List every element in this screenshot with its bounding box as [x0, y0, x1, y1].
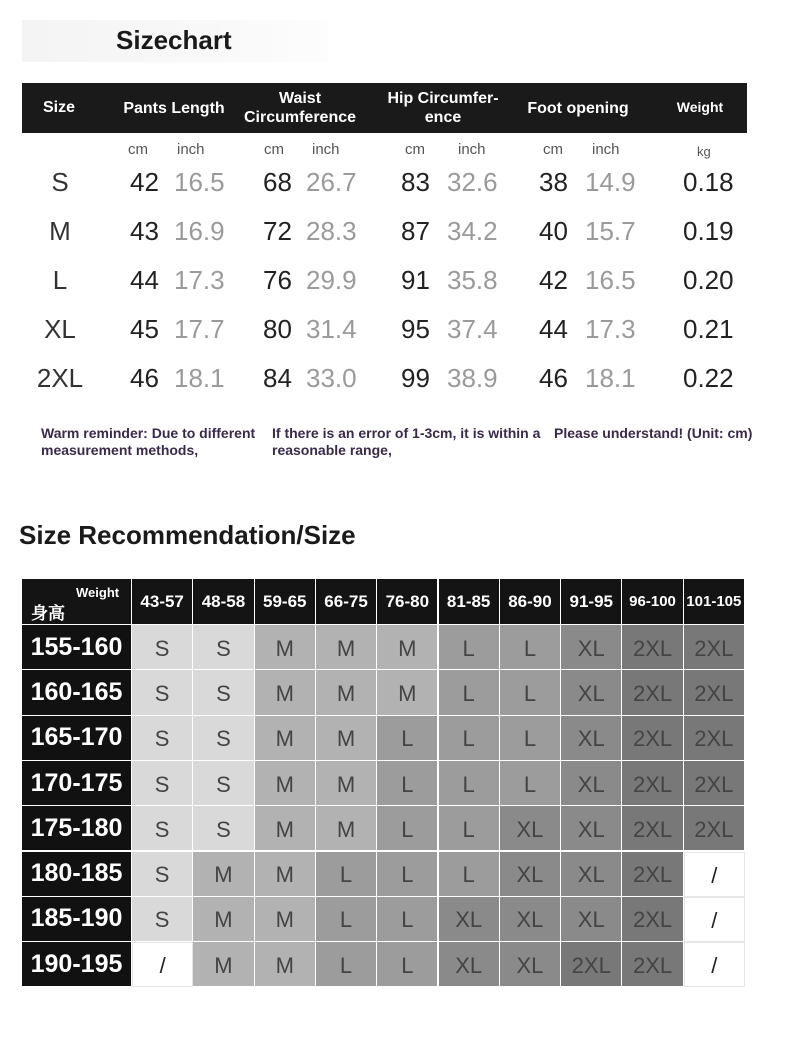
- foot-opening-cm-cell: 38: [539, 167, 568, 197]
- weight-header: 91-95: [561, 579, 622, 625]
- size-cell: XL: [44, 314, 76, 344]
- col-header-waist: Waist Circumference: [243, 90, 357, 126]
- size-recommendation-cell: S: [132, 670, 193, 715]
- foot-opening-cm-cell: 44: [539, 314, 568, 344]
- size-recommendation-cell: L: [439, 625, 500, 670]
- size-recommendation-cell: L: [316, 942, 377, 987]
- weight-header: 86-90: [500, 579, 561, 625]
- weight-header: 81-85: [439, 579, 500, 625]
- size-recommendation-cell: M: [193, 897, 254, 942]
- col-header-weight: Weight: [676, 99, 724, 115]
- note-reminder: Warm reminder: Due to different measurement methods,: [41, 425, 256, 458]
- weight-header: 76-80: [377, 579, 438, 625]
- height-row-label: 180-185: [22, 852, 132, 897]
- pants-length-cm-cell: 42: [130, 167, 159, 197]
- size-recommendation-cell: L: [377, 716, 438, 761]
- col-header-size: Size: [42, 99, 75, 116]
- pants-length-inch-cell: 16.9: [174, 216, 225, 246]
- size-recommendation-cell: M: [316, 670, 377, 715]
- foot-opening-cm-cell: 40: [539, 216, 568, 246]
- size-recommendation-cell: /: [132, 942, 193, 987]
- size-recommendation-cell: XL: [500, 852, 561, 897]
- waist-inch-cell: 31.4: [306, 314, 357, 344]
- size-recommendation-cell: L: [439, 852, 500, 897]
- pants-length-inch-cell: 16.5: [174, 167, 225, 197]
- size-recommendation-cell: 2XL: [622, 942, 683, 987]
- grid-corner-header: [22, 579, 132, 625]
- size-recommendation-cell: L: [500, 716, 561, 761]
- hip-cm-cell: 91: [401, 265, 430, 295]
- size-recommendation-cell: /: [684, 942, 745, 987]
- size-recommendation-cell: M: [255, 716, 316, 761]
- sizechart-header: [22, 83, 747, 133]
- pants-length-cm-cell: 46: [130, 363, 159, 393]
- hip-inch-cell: 38.9: [447, 363, 498, 393]
- size-recommendation-cell: S: [132, 897, 193, 942]
- size-recommendation-cell: L: [500, 625, 561, 670]
- height-row-label: 185-190: [22, 897, 132, 942]
- size-recommendation-cell: L: [377, 942, 438, 987]
- size-recommendation-cell: 2XL: [684, 670, 745, 715]
- unit-cm: cm: [264, 141, 284, 158]
- waist-inch-cell: 26.7: [306, 167, 357, 197]
- size-recommendation-cell: XL: [561, 670, 622, 715]
- weight-cell: 0.22: [683, 363, 734, 393]
- pants-length-cm-cell: 43: [130, 216, 159, 246]
- size-recommendation-cell: M: [316, 625, 377, 670]
- pants-length-inch-cell: 17.7: [174, 314, 225, 344]
- note-unit: Please understand! (Unit: cm): [554, 425, 753, 441]
- size-recommendation-cell: XL: [500, 806, 561, 851]
- size-recommendation-cell: 2XL: [622, 716, 683, 761]
- size-recommendation-cell: /: [684, 897, 745, 942]
- size-recommendation-cell: S: [132, 806, 193, 851]
- size-recommendation-cell: XL: [439, 897, 500, 942]
- size-recommendation-cell: L: [377, 761, 438, 806]
- size-recommendation-cell: L: [377, 852, 438, 897]
- pants-length-cm-cell: 45: [130, 314, 159, 344]
- size-recommendation-cell: L: [439, 806, 500, 851]
- hip-inch-cell: 35.8: [447, 265, 498, 295]
- sizechart-title-box: [22, 20, 328, 62]
- size-recommendation-cell: M: [316, 806, 377, 851]
- size-recommendation-cell: L: [377, 806, 438, 851]
- size-recommendation-cell: XL: [439, 942, 500, 987]
- size-recommendation-cell: S: [193, 806, 254, 851]
- size-recommendation-cell: S: [193, 670, 254, 715]
- size-recommendation-cell: M: [316, 761, 377, 806]
- hip-cm-cell: 99: [401, 363, 430, 393]
- size-recommendation-cell: M: [255, 670, 316, 715]
- hip-inch-cell: 34.2: [447, 216, 498, 246]
- hip-cm-cell: 83: [401, 167, 430, 197]
- size-recommendation-cell: 2XL: [622, 761, 683, 806]
- size-recommendation-cell: XL: [561, 625, 622, 670]
- height-row-label: 190-195: [22, 942, 132, 987]
- pants-length-inch-cell: 18.1: [174, 363, 225, 393]
- size-recommendation-cell: M: [193, 852, 254, 897]
- foot-opening-inch-cell: 16.5: [585, 265, 636, 295]
- size-recommendation-cell: 2XL: [622, 852, 683, 897]
- weight-header: 101-105: [684, 579, 745, 625]
- size-recommendation-cell: 2XL: [684, 761, 745, 806]
- size-recommendation-cell: S: [193, 716, 254, 761]
- hip-inch-cell: 37.4: [447, 314, 498, 344]
- corner-height-label: 身高: [31, 604, 65, 623]
- foot-opening-inch-cell: 18.1: [585, 363, 636, 393]
- waist-cm-cell: 72: [263, 216, 292, 246]
- size-recommendation-cell: M: [377, 670, 438, 715]
- size-recommendation-cell: S: [132, 625, 193, 670]
- size-recommendation-cell: XL: [561, 852, 622, 897]
- weight-cell: 0.18: [683, 167, 734, 197]
- waist-inch-cell: 33.0: [306, 363, 357, 393]
- foot-opening-inch-cell: 15.7: [585, 216, 636, 246]
- size-recommendation-cell: S: [193, 761, 254, 806]
- waist-cm-cell: 76: [263, 265, 292, 295]
- waist-cm-cell: 84: [263, 363, 292, 393]
- size-recommendation-cell: 2XL: [684, 716, 745, 761]
- size-recommendation-cell: L: [439, 670, 500, 715]
- size-cell: M: [49, 216, 71, 246]
- size-cell: 2XL: [36, 363, 84, 393]
- weight-header: 66-75: [316, 579, 377, 625]
- col-header-hip: Hip Circumfer- ence: [387, 90, 499, 126]
- unit-inch: inch: [458, 141, 486, 158]
- size-cell: S: [51, 167, 69, 197]
- size-recommendation-cell: XL: [500, 942, 561, 987]
- size-recommendation-cell: M: [255, 942, 316, 987]
- size-recommendation-cell: M: [377, 625, 438, 670]
- size-recommendation-cell: L: [500, 761, 561, 806]
- corner-weight-label: Weight: [76, 585, 120, 600]
- foot-opening-cm-cell: 46: [539, 363, 568, 393]
- height-row-label: 155-160: [22, 625, 132, 670]
- size-recommendation-cell: XL: [561, 806, 622, 851]
- pants-length-inch-cell: 17.3: [174, 265, 225, 295]
- hip-cm-cell: 87: [401, 216, 430, 246]
- size-recommendation-cell: /: [684, 852, 745, 897]
- page-title: Sizechart: [116, 25, 232, 55]
- weight-cell: 0.20: [683, 265, 734, 295]
- size-recommendation-cell: L: [439, 761, 500, 806]
- height-row-label: 165-170: [22, 716, 132, 761]
- size-recommendation-cell: S: [132, 761, 193, 806]
- waist-inch-cell: 29.9: [306, 265, 357, 295]
- size-recommendation-cell: 2XL: [622, 897, 683, 942]
- size-recommendation-cell: S: [193, 625, 254, 670]
- pants-length-cm-cell: 44: [130, 265, 159, 295]
- size-recommendation-cell: XL: [561, 897, 622, 942]
- size-cell: L: [52, 265, 68, 295]
- waist-cm-cell: 68: [263, 167, 292, 197]
- size-recommendation-cell: M: [255, 761, 316, 806]
- size-recommendation-cell: L: [439, 716, 500, 761]
- note-error-range: If there is an error of 1-3cm, it is within a reasonable range,: [272, 425, 541, 458]
- size-recommendation-cell: M: [193, 942, 254, 987]
- height-row-label: 175-180: [22, 806, 132, 851]
- size-recommendation-cell: M: [255, 897, 316, 942]
- size-recommendation-cell: 2XL: [684, 625, 745, 670]
- size-recommendation-cell: XL: [561, 716, 622, 761]
- size-recommendation-cell: XL: [500, 897, 561, 942]
- weight-cell: 0.19: [683, 216, 734, 246]
- height-row-label: 170-175: [22, 761, 132, 806]
- size-recommendation-cell: S: [132, 716, 193, 761]
- size-recommendation-cell: 2XL: [622, 806, 683, 851]
- foot-opening-cm-cell: 42: [539, 265, 568, 295]
- size-recommendation-cell: L: [377, 897, 438, 942]
- recommendation-title: Size Recommendation/Size: [19, 520, 356, 550]
- hip-cm-cell: 95: [401, 314, 430, 344]
- size-recommendation-cell: M: [316, 716, 377, 761]
- waist-cm-cell: 80: [263, 314, 292, 344]
- weight-header: 96-100: [622, 579, 683, 625]
- size-recommendation-cell: M: [255, 806, 316, 851]
- hip-inch-cell: 32.6: [447, 167, 498, 197]
- unit-kg: kg: [697, 144, 711, 159]
- foot-opening-inch-cell: 17.3: [585, 314, 636, 344]
- weight-header: 48-58: [193, 579, 254, 625]
- weight-cell: 0.21: [683, 314, 734, 344]
- size-recommendation-cell: M: [255, 625, 316, 670]
- weight-header: 59-65: [255, 579, 316, 625]
- unit-cm: cm: [128, 141, 148, 158]
- height-row-label: 160-165: [22, 670, 132, 715]
- size-recommendation-cell: 2XL: [561, 942, 622, 987]
- foot-opening-inch-cell: 14.9: [585, 167, 636, 197]
- unit-cm: cm: [543, 141, 563, 158]
- waist-inch-cell: 28.3: [306, 216, 357, 246]
- weight-header: 43-57: [132, 579, 193, 625]
- size-recommendation-cell: L: [316, 897, 377, 942]
- unit-cm: cm: [405, 141, 425, 158]
- size-recommendation-cell: S: [132, 852, 193, 897]
- size-recommendation-cell: 2XL: [684, 806, 745, 851]
- size-recommendation-cell: 2XL: [622, 670, 683, 715]
- size-recommendation-cell: 2XL: [622, 625, 683, 670]
- size-recommendation-cell: L: [500, 670, 561, 715]
- size-recommendation-cell: XL: [561, 761, 622, 806]
- size-recommendation-cell: L: [316, 852, 377, 897]
- unit-inch: inch: [177, 141, 205, 158]
- size-recommendation-cell: M: [255, 852, 316, 897]
- col-header-foot-opening: Foot opening: [527, 100, 629, 117]
- unit-inch: inch: [312, 141, 340, 158]
- unit-inch: inch: [592, 141, 620, 158]
- col-header-pants-length: Pants Length: [123, 100, 225, 117]
